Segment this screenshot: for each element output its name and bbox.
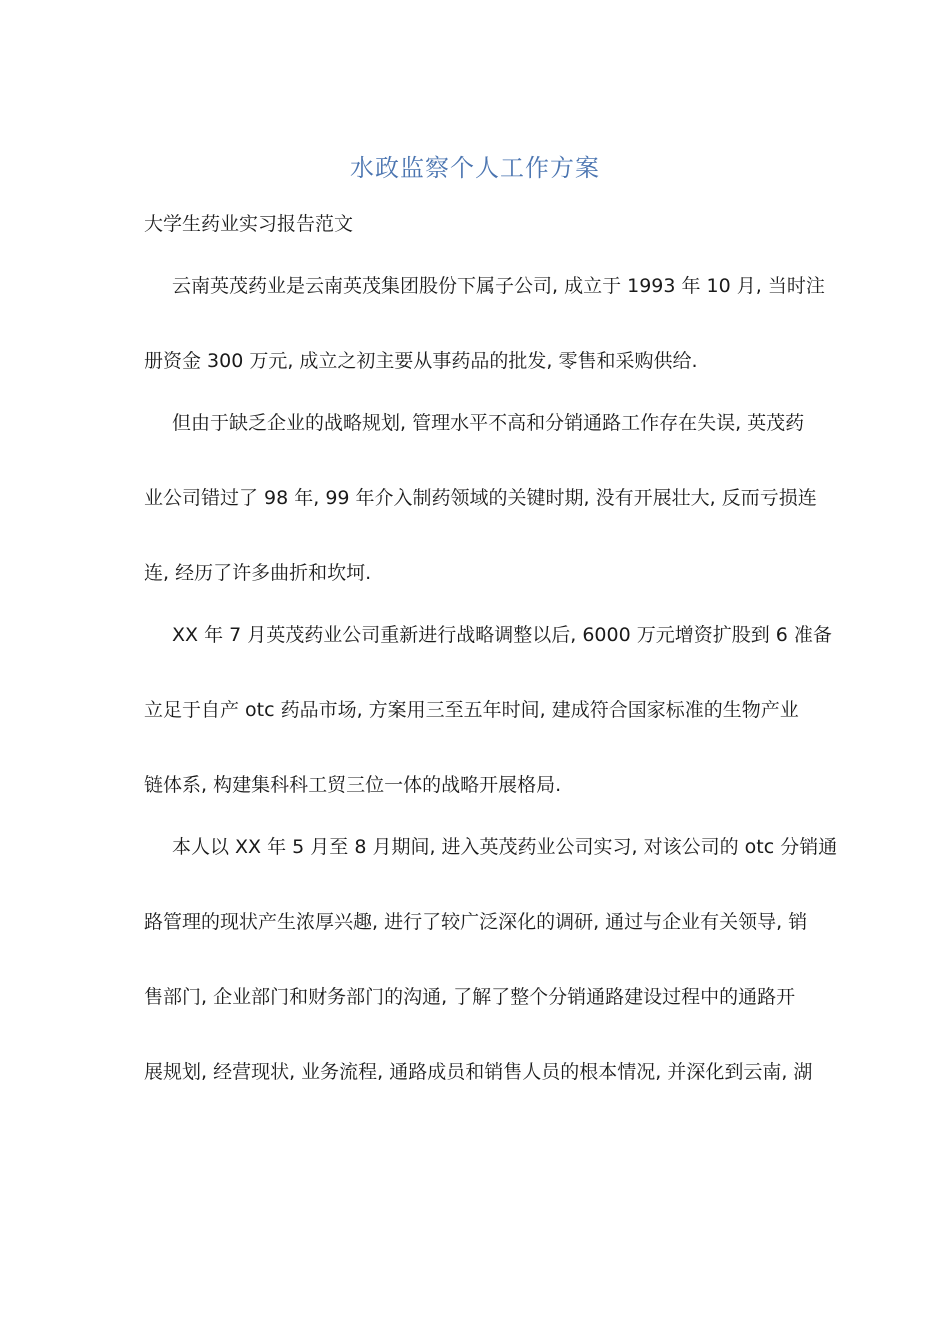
paragraph-4-line-1: 本人以 XX 年 5 月至 8 月期间, 进入英茂药业公司实习, 对该公司的 otc 分销通 xyxy=(172,836,838,858)
paragraph-2-line-1: 但由于缺乏企业的战略规划, 管理水平不高和分销通路工作存在失误, 英茂药 xyxy=(172,412,805,434)
paragraph-4-line-3: 售部门, 企业部门和财务部门的沟通, 了解了整个分销通路建设过程中的通路开 xyxy=(144,986,796,1008)
paragraph-4-line-2: 路管理的现状产生浓厚兴趣, 进行了较广泛深化的调研, 通过与企业有关领导, 销 xyxy=(144,911,808,933)
paragraph-2-line-3: 连, 经历了许多曲折和坎坷. xyxy=(144,562,372,584)
paragraph-3-line-1: XX 年 7 月英茂药业公司重新进行战略调整以后, 6000 万元增资扩股到 6 准备 xyxy=(172,624,832,646)
paragraph-1-line-1: 云南英茂药业是云南英茂集团股份下属子公司, 成立于 1993 年 10 月, 当时注 xyxy=(172,275,825,297)
paragraph-2-line-2: 业公司错过了 98 年, 99 年介入制药领域的关键时期, 没有开展壮大, 反而亏损连 xyxy=(144,487,817,509)
document-subtitle: 大学生药业实习报告范文 xyxy=(144,213,354,235)
paragraph-3-line-3: 链体系, 构建集科科工贸三位一体的战略开展格局. xyxy=(144,774,562,796)
paragraph-1-line-2: 册资金 300 万元, 成立之初主要从事药品的批发, 零售和采购供给. xyxy=(144,350,698,372)
paragraph-4-line-4: 展规划, 经营现状, 业务流程, 通路成员和销售人员的根本情况, 并深化到云南, 湖 xyxy=(144,1061,813,1083)
paragraph-3-line-2: 立足于自产 otc 药品市场, 方案用三至五年时间, 建成符合国家标准的生物产业 xyxy=(144,699,799,721)
document-title: 水政监察个人工作方案 xyxy=(350,154,600,182)
